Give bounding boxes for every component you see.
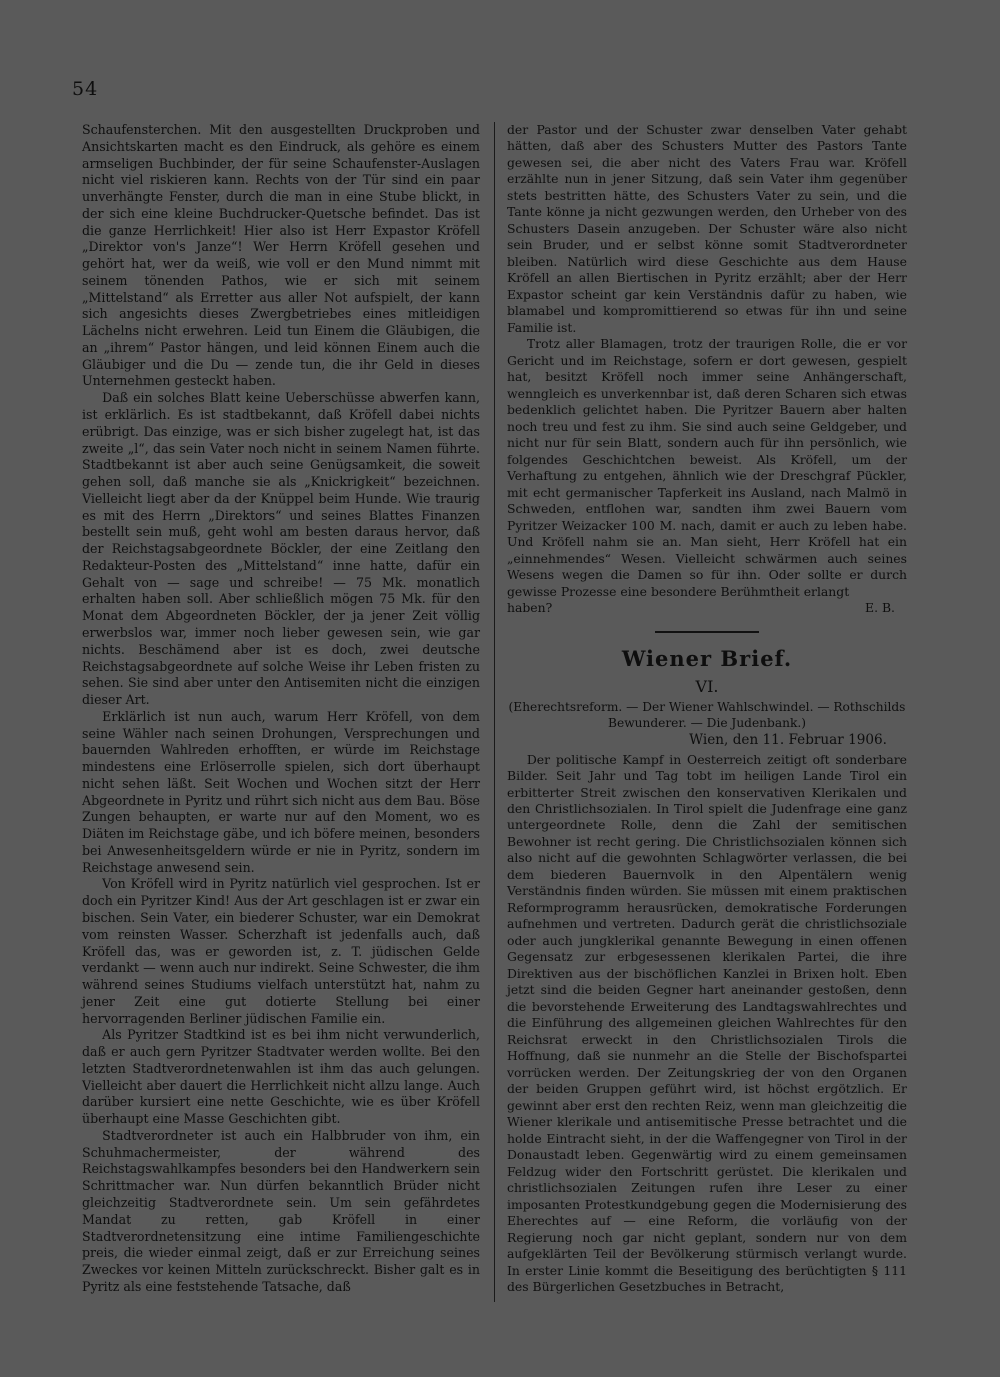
paragraph: Trotz aller Blamagen, trotz der traurigen Rolle, die er vor Gericht und im Reichstage, sofern er dort gewesen, gespielt hat, besitzt Kröfell noch immer seine Anhängerschaft, wenngleich es unverkennbar ist, daß deren Scharen sich etwas bedenklich gelichtet haben. Die Pyritzer Bauern aber halten noch treu und fest zu ihm. Sie sind auch seine Geldgeber, und nicht nur für sein Blatt, sondern auch für ihn persönlich, wie folgendes Geschichtchen beweist. Als Kröfell, um der Verhaftung zu entgehen, ähnlich wie der Dreschgraf Pückler, mit echt germanischer Tapferkeit ins Ausland, nach Malmö in Schweden, entflohen war, sandten ihm zwei Bauern vom Pyritzer Weizacker 100 M. nach, damit er auch zu leben habe. Und Kröfell nahm sie an. Man sieht, Herr Kröfell hat ein „einnehmendes“ Wesen. Vielleicht schwärmen auch seines Wesens wegen die Damen so für ihn. Oder sollte er durch gewisse Prozesse eine besondere Berühmtheit erlangt xyxy=(507,336,907,599)
column-divider xyxy=(494,122,495,1302)
closing-text: haben? xyxy=(507,600,553,616)
signature-line xyxy=(507,600,907,616)
article-heading: Wiener Brief. xyxy=(621,645,793,671)
section-rule xyxy=(655,631,759,633)
article-dateline: Wien, den 11. Februar 1906. xyxy=(689,731,887,748)
right-column xyxy=(507,122,907,1296)
article-subtitle: (Eherechtsreform. — Der Wiener Wahlschwindel. — Rothschilds Bewunderer. — Die Judenbank.) xyxy=(508,699,906,730)
author-signature: E. B. xyxy=(865,600,895,616)
article-part-number: VI. xyxy=(695,676,719,696)
page-number: 54 xyxy=(72,78,99,100)
paragraph: Erklärlich ist nun auch, warum Herr Kröfell, von dem seine Wähler nach seinen Drohungen, Versprechungen und bauernden Wahlreden erhofften, er würde im Reichstage mindestens eine Erlöserrolle spielen, sich dort überhaupt nicht sehen läßt. Seit Wochen und Wochen sitzt der Herr Abgeordnete in Pyritz und rührt sich nicht aus dem Bau. Böse Zungen behaupten, er warte nur auf den Moment, wo es Diäten im Reichstage gäbe, und ich böfere meinen, besonders bei Anwesenheitsgeldern würde er nie in Pyritz, sondern im Reichstage anwesend sein. xyxy=(82,708,480,875)
paragraph: Schaufensterchen. Mit den ausgestellten Druckproben und Ansichtskarten macht es den Eindruck, als gehöre es einem armseligen Buchbinder, der für seine Schaufenster-Auslagen nicht viel riskieren kann. Rechts von der Tür sind ein paar unverhängte Fenster, durch die man in eine Stube blickt, in der sich eine kleine Buchdrucker-Quetsche befindet. Das ist die ganze Herrlichkeit! Hier also ist Herr Expastor Kröfell „Direktor von's Janze“! Wer Herrn Kröfell gesehen und gehört hat, wer da weiß, wie voll er den Mund nimmt mit seinem tönenden Pathos, wie er sich mit seinem „Mittelstand“ als Erretter aus aller Not aufspielt, der kann sich angesichts dieses Zwergbetriebes eines mitleidigen Lächelns nicht erwehren. Leid tun Einem die Gläubigen, die an „ihrem“ Pastor hängen, und leid können Einem auch die Gläubiger und die Du — zende tun, die ihr Geld in dieses Unternehmen gesteckt haben. xyxy=(82,122,480,389)
paragraph: Als Pyritzer Stadtkind ist es bei ihm nicht verwunderlich, daß er auch gern Pyritzer Stadtvater werden wollte. Bei den letzten Stadtverordnetenwahlen ist ihm das auch gelungen. Vielleicht aber dauert die Herrlichkeit nicht allzu lange. Auch darüber kursiert eine nette Geschichte, wie es über Kröfell überhaupt eine Masse Geschichten gibt. xyxy=(82,1027,480,1127)
paragraph: der Pastor und der Schuster zwar denselben Vater gehabt hätten, daß aber des Schusters Mutter des Pastors Tante gewesen sei, die aber nicht des Vaters Frau war. Kröfell erzählte nun in jener Sitzung, daß sein Vater ihm gegenüber stets bestritten hätte, des Schusters Vater zu sein, und die Tante könne ja nicht gezwungen werden, den Urheber von des Schusters Dasein anzugeben. Der Schuster wäre also nicht sein Bruder, und er selbst könne somit Stadtverordneter bleiben. Natürlich wird diese Geschichte aus dem Hause Kröfell an allen Biertischen in Pyritz erzählt; aber der Herr Expastor scheint gar kein Verständnis dafür zu haben, wie blamabel und kompromittierend so etwas für ihn und seine Familie ist. xyxy=(507,122,907,335)
paragraph: Der politische Kampf in Oesterreich zeitigt oft sonderbare Bilder. Seit Jahr und Tag tobt im heiligen Lande Tirol ein erbitterter Streit zwischen den konservativen Klerikalen und den Christlichsozialen. In Tirol spielt die Judenfrage eine ganz untergeordnete Rolle, denn die Zahl der semitischen Bewohner ist recht gering. Die Christlichsozialen können sich also nicht auf die gewohnten Schlagwörter verlassen, die bei dem biederen Bauernvolk in den Alpentälern wenig Verständnis finden würden. Sie müssen mit einem praktischen Reformprogramm herausrücken, demokratische Forderungen aufnehmen und vertreten. Dadurch gerät die christlichsoziale oder auch jungklerikal genannte Bewegung in einen offenen Gegensatz zur erbgesessenen klerikalen Partei, die ihre Direktiven aus der bischöflichen Kanzlei in Brixen holt. Eben jetzt sind die beiden Gegner hart aneinander gestoßen, denn die bevorstehende Erweiterung des Landtagswahlrechtes und die Einführung des allgemeinen gleichen Wahlrechtes für den Reichsrat erweckt in den Christlichsozialen Tirols die Hoffnung, daß sie nunmehr an die Stelle der Bischofspartei vorrücken werden. Der Zeitungskrieg der von den Organen der beiden Gruppen geführt wird, ist höchst ergötzlich. Er gewinnt aber erst den rechten Reiz, wenn man gleichzeitig die Wiener klerikale und antisemitische Presse betrachtet und die holde Eintracht sieht, in der die Waffengegner von Tirol in der Donaustadt leben. Gegenwärtig wird zu einem gemeinsamen Feldzug wider den Fortschritt gerüstet. Die klerikalen und christlichsozialen Zeitungen rufen ihre Leser zu einer imposanten Protestkundgebung gegen die Modernisierung des Eherechtes auf — eine Reform, die vorläufig von der Regierung noch gar nicht geplant, sondern nur von dem aufgeklärten Teil der Bevölkerung stürmisch verlangt wurde. In erster Linie kommt die Beseitigung des berüchtigten § 111 des Bürgerlichen Gesetzbuches in Betracht, xyxy=(507,751,907,1295)
paragraph: Stadtverordneter ist auch ein Halbbruder von ihm, ein Schuhmachermeister, der während des Reichstagswahlkampfes besonders bei den Handwerkern sein Schrittmacher war. Nun dürfen bekanntlich Brüder nicht gleichzeitig Stadtverordnete sein. Um sein gefährdetes Mandat zu retten, gab Kröfell in einer Stadtverordnetensitzung eine intime Familiengeschichte preis, die wieder einmal zeigt, daß er zur Erreichung seines Zweckes vor keinen Mitteln zurückschreckt. Bisher galt es in Pyritz als eine feststehende Tatsache, daß xyxy=(82,1127,480,1294)
left-column xyxy=(82,122,480,1296)
paragraph: Daß ein solches Blatt keine Ueberschüsse abwerfen kann, ist erklärlich. Es ist stadtbekannt, daß Kröfell dabei nichts erübrigt. Das einzige, was er sich bisher zugelegt hat, ist das zweite „l“, das sein Vater noch nicht in seinem Namen führte. Stadtbekannt ist aber auch seine Genügsamkeit, die soweit gehen soll, daß manche sie als „Knickrigkeit“ bezeichnen. Vielleicht liegt aber da der Knüppel beim Hunde. Wie traurig es mit des Herrn „Direktors“ und seines Blattes Finanzen bestellt sein muß, geht wohl am besten daraus hervor, daß der Reichstagsabgeordnete Böckler, der eine Zeitlang den Redakteur-Posten des „Mittelstand“ inne hatte, dafür ein Gehalt von — sage und schreibe! — 75 Mk. monatlich erhalten haben soll. Aber schließlich mögen 75 Mk. für den Monat dem Abgeordneten Böckler, der ja jener Zeit völlig erwerbslos war, immer noch lieber gewesen sein, wie gar nichts. Beschämend aber ist es doch, zwei deutsche Reichstagsabgeordnete auf solche Weise ihr Leben fristen zu sehen. Sie sind aber unter den Antisemiten nicht die einzigen dieser Art. xyxy=(82,390,480,708)
paragraph: Von Kröfell wird in Pyritz natürlich viel gesprochen. Ist er doch ein Pyritzer Kind! Aus der Art geschlagen ist er zwar ein bischen. Sein Vater, ein biederer Schuster, war ein Demokrat vom reinsten Wasser. Scherzhaft ist jedenfalls auch, daß Kröfell das, was er geworden ist, z. T. jüdischen Gelde verdankt — wenn auch nur indirekt. Seine Schwester, die ihm während seines Studiums vielfach unterstützt hat, nahm zu jener Zeit eine gut dotierte Stellung bei einer hervorragenden Berliner jüdischen Familie ein. xyxy=(82,876,480,1026)
